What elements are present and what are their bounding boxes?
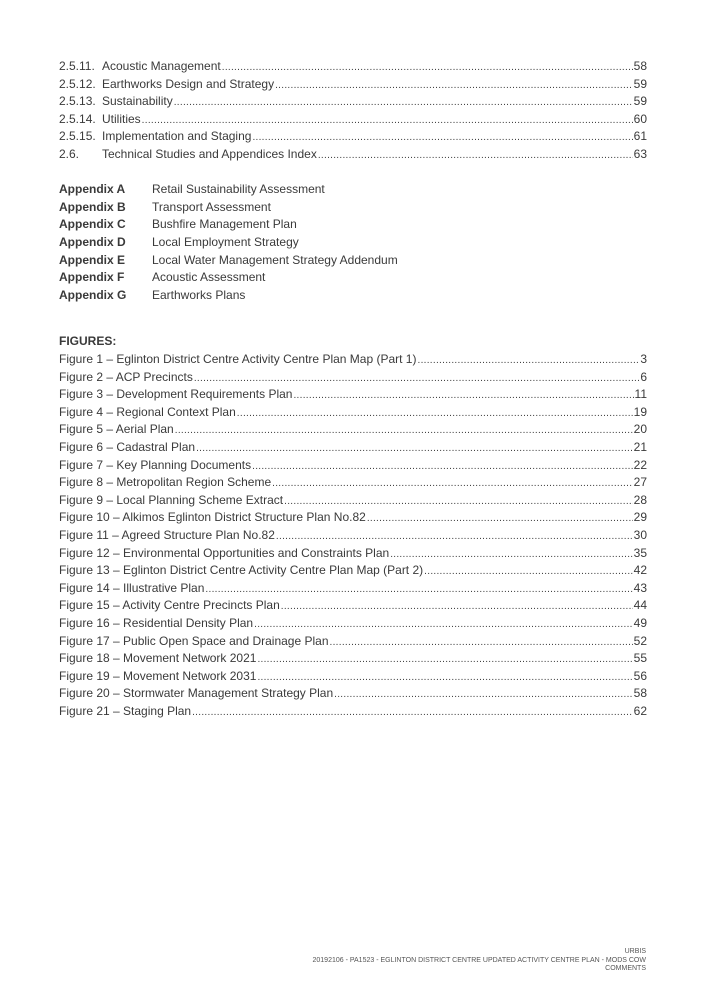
toc-leader xyxy=(367,510,633,528)
toc-title: Technical Studies and Appendices Index xyxy=(102,146,317,161)
figures-heading: FIGURES: xyxy=(59,334,117,348)
figure-row[interactable] xyxy=(59,474,647,492)
figure-title: Figure 12 – Environmental Opportunities and Constraints Plan xyxy=(59,545,390,560)
toc-leader xyxy=(424,563,632,581)
toc-leader xyxy=(142,112,633,130)
toc-leader xyxy=(318,147,633,165)
figure-title: Figure 17 – Public Open Space and Drainage Plan xyxy=(59,633,329,648)
appendix-title: Acoustic Assessment xyxy=(152,270,266,285)
toc-leader xyxy=(237,405,633,423)
toc-row-2-5-14[interactable] xyxy=(59,111,647,129)
toc-row-2-6[interactable] xyxy=(59,146,647,164)
toc-title: Acoustic Management xyxy=(102,59,221,73)
toc-number: 2.5.13. xyxy=(59,94,96,109)
appendix-label: Appendix A xyxy=(59,182,126,196)
toc-page: 22 xyxy=(633,457,647,472)
toc-page: 52 xyxy=(633,633,647,648)
toc-title: Sustainability xyxy=(102,94,173,109)
toc-number: 2.6. xyxy=(59,146,80,161)
footer-doc-ref-cont: COMMENTS xyxy=(605,965,646,972)
figure-title: Figure 9 – Local Planning Scheme Extract xyxy=(59,492,284,507)
toc-page: 27 xyxy=(633,475,647,490)
figure-row[interactable] xyxy=(59,703,647,721)
toc-leader xyxy=(330,634,633,652)
figure-row[interactable] xyxy=(59,439,647,457)
figure-title: Figure 2 – ACP Precincts xyxy=(59,369,193,384)
appendix-label: Appendix G xyxy=(59,288,127,303)
toc-leader xyxy=(175,422,633,440)
appendix-row-e[interactable] xyxy=(59,252,647,270)
figure-row[interactable] xyxy=(59,650,647,668)
appendix-row-f[interactable] xyxy=(59,269,647,287)
figure-title: Figure 19 – Movement Network 2031 xyxy=(59,668,257,683)
figure-title: Figure 20 – Stormwater Management Strategy Plan xyxy=(59,686,334,701)
figure-row[interactable] xyxy=(59,457,647,475)
figure-row[interactable] xyxy=(59,562,647,580)
figure-row[interactable] xyxy=(59,633,647,651)
figure-title: Figure 18 – Movement Network 2021 xyxy=(59,651,257,666)
toc-leader xyxy=(275,77,633,95)
toc-number: 2.5.12. xyxy=(59,76,96,91)
toc-leader xyxy=(257,651,632,669)
figure-row[interactable] xyxy=(59,492,647,510)
figure-row[interactable] xyxy=(59,421,647,439)
toc-page: 58 xyxy=(633,59,647,73)
figures-toc xyxy=(59,351,647,720)
appendices-list xyxy=(59,181,647,305)
appendix-row-a[interactable] xyxy=(59,181,647,199)
toc-leader xyxy=(257,669,632,687)
figure-title: Figure 16 – Residential Density Plan xyxy=(59,615,254,630)
figure-title: Figure 5 – Aerial Plan xyxy=(59,422,174,437)
appendix-row-d[interactable] xyxy=(59,234,647,252)
figure-title: Figure 7 – Key Planning Documents xyxy=(59,457,252,472)
toc-page: 19 xyxy=(633,404,647,419)
toc-page: 56 xyxy=(633,668,647,683)
figure-title: Figure 14 – Illustrative Plan xyxy=(59,580,205,595)
toc-page: 44 xyxy=(633,598,647,613)
toc-page: 3 xyxy=(640,352,647,366)
toc-page: 61 xyxy=(633,129,647,144)
toc-title: Earthworks Design and Strategy xyxy=(102,76,275,91)
figure-row[interactable] xyxy=(59,527,647,545)
figure-row[interactable] xyxy=(59,615,647,633)
toc-page: 60 xyxy=(633,111,647,126)
figure-row[interactable] xyxy=(59,404,647,422)
appendix-row-c[interactable] xyxy=(59,216,647,234)
toc-row-2-5-12[interactable] xyxy=(59,76,647,94)
toc-page: 59 xyxy=(633,94,647,109)
appendix-title: Bushfire Management Plan xyxy=(152,217,297,232)
figure-title: Figure 10 – Alkimos Eglinton District Structure Plan No.82 xyxy=(59,510,366,525)
toc-leader xyxy=(252,129,632,147)
toc-title: Implementation and Staging xyxy=(102,129,252,144)
figure-row[interactable] xyxy=(59,668,647,686)
toc-page: 6 xyxy=(640,369,647,384)
figure-row[interactable] xyxy=(59,597,647,615)
appendix-title: Retail Sustainability Assessment xyxy=(152,182,325,196)
toc-leader xyxy=(334,686,633,704)
toc-page: 43 xyxy=(633,580,647,595)
figure-title: Figure 15 – Activity Centre Precincts Plan xyxy=(59,598,280,613)
toc-page: 29 xyxy=(633,510,647,525)
toc-leader xyxy=(205,581,632,599)
toc-leader xyxy=(284,493,633,511)
appendix-title: Transport Assessment xyxy=(152,199,271,214)
toc-leader xyxy=(194,370,639,388)
footer-doc-ref: 20192106 - PA1523 - EGLINTON DISTRICT CENTRE UPDATED ACTIVITY CENTRE PLAN - MODS COW xyxy=(312,956,646,964)
toc-title: Utilities xyxy=(102,111,141,126)
sections-toc xyxy=(59,58,647,164)
appendix-row-b[interactable] xyxy=(59,199,647,217)
appendix-label: Appendix B xyxy=(59,199,126,214)
footer-company: URBIS xyxy=(624,948,646,955)
toc-leader xyxy=(281,598,633,616)
toc-leader xyxy=(192,704,633,722)
toc-leader xyxy=(174,94,633,112)
toc-page: 49 xyxy=(633,615,647,630)
appendix-label: Appendix D xyxy=(59,235,126,250)
toc-leader xyxy=(417,352,639,370)
figure-row[interactable] xyxy=(59,369,647,387)
toc-leader xyxy=(276,528,633,546)
figure-title: Figure 8 – Metropolitan Region Scheme xyxy=(59,475,272,490)
figure-row[interactable] xyxy=(59,351,647,369)
figure-row[interactable] xyxy=(59,509,647,527)
toc-leader xyxy=(222,59,633,77)
page-footer xyxy=(226,948,646,974)
appendix-title: Earthworks Plans xyxy=(152,288,246,303)
toc-row-2-5-11[interactable] xyxy=(59,58,647,76)
toc-leader xyxy=(196,440,633,458)
figure-row[interactable] xyxy=(59,386,647,404)
appendix-title: Local Employment Strategy xyxy=(152,235,299,250)
toc-number: 2.5.14. xyxy=(59,111,96,126)
toc-leader xyxy=(252,458,633,476)
toc-page: 20 xyxy=(633,422,647,437)
toc-row-2-5-15[interactable] xyxy=(59,128,647,146)
appendix-title: Local Water Management Strategy Addendum xyxy=(152,252,398,267)
toc-page: 11 xyxy=(634,387,647,402)
toc-leader xyxy=(272,475,633,493)
appendix-label: Appendix E xyxy=(59,252,126,267)
appendix-row-g[interactable] xyxy=(59,287,647,305)
toc-number: 2.5.11. xyxy=(59,59,95,73)
appendix-label: Appendix F xyxy=(59,270,125,285)
toc-page: 42 xyxy=(633,563,647,578)
toc-page: 62 xyxy=(633,703,647,718)
appendix-label: Appendix C xyxy=(59,217,126,232)
figure-title: Figure 1 – Eglinton District Centre Activity Centre Plan Map (Part 1) xyxy=(59,352,417,366)
toc-number: 2.5.15. xyxy=(59,129,96,144)
toc-leader xyxy=(293,387,633,405)
toc-page: 21 xyxy=(633,439,647,454)
figure-title: Figure 21 – Staging Plan xyxy=(59,703,192,718)
figure-row[interactable] xyxy=(59,580,647,598)
figure-title: Figure 13 – Eglinton District Centre Activity Centre Plan Map (Part 2) xyxy=(59,563,424,578)
toc-page: 28 xyxy=(633,492,647,507)
toc-page: 30 xyxy=(633,527,647,542)
toc-page: 59 xyxy=(633,76,647,91)
toc-page: 58 xyxy=(633,686,647,701)
figure-title: Figure 4 – Regional Context Plan xyxy=(59,404,236,419)
toc-leader xyxy=(390,546,632,564)
toc-row-2-5-13[interactable] xyxy=(59,93,647,111)
toc-leader xyxy=(254,616,633,634)
figure-title: Figure 6 – Cadastral Plan xyxy=(59,439,196,454)
figure-title: Figure 3 – Development Requirements Plan xyxy=(59,387,293,402)
toc-page: 63 xyxy=(633,146,647,161)
figure-row[interactable] xyxy=(59,545,647,563)
toc-page: 55 xyxy=(633,651,647,666)
figure-title: Figure 11 – Agreed Structure Plan No.82 xyxy=(59,527,275,542)
figure-row[interactable] xyxy=(59,685,647,703)
toc-page: 35 xyxy=(633,545,647,560)
